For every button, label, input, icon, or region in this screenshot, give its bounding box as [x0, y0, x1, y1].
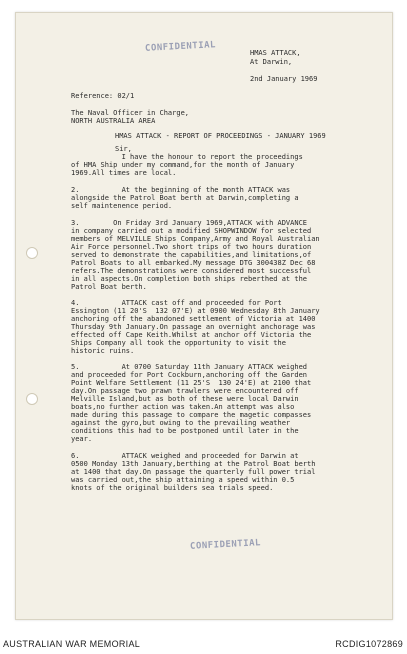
paragraph-line: knots of the original builders sea trials speed. [71, 484, 274, 492]
archive-footer [0, 636, 407, 654]
paragraph-line: was carried out,the ship attaining a speed within 0.5 [71, 476, 295, 484]
salutation: Sir, [115, 145, 132, 153]
paragraph-line: in company carried out a modified SHOPWINDOW for selected [71, 227, 312, 235]
paragraph-line: Thursday 9th January.On passage an overnight anchorage was [71, 323, 316, 331]
paragraph-line: self maintenence period. [71, 202, 173, 210]
paragraph-line: 2. At the beginning of the month ATTACK was [71, 186, 291, 194]
paragraph-line: 1969.All times are local. [71, 169, 177, 177]
paragraph-line: Melville Island,but as both of these were local Darwin [71, 395, 299, 403]
paragraph-line: Air Force personnel.Two short trips of two hours duration [71, 243, 312, 251]
paragraph-line: Essington (11 20'S 132 07'E) at 0900 Wednesday 8th January [71, 307, 320, 315]
punch-hole-top [26, 247, 38, 259]
paragraph-line: year. [71, 435, 93, 443]
paragraph-line: historic ruins. [71, 347, 135, 355]
letter-date: 2nd January 1969 [250, 75, 318, 83]
paragraph-line: Patrol Boat berth. [71, 283, 147, 291]
confidential-stamp-bottom: CONFIDENTIAL [189, 538, 262, 552]
confidential-stamp-top: CONFIDENTIAL [144, 40, 217, 54]
paragraph-line: Patrol Boats to all embarked.My message DTG 300438Z Dec 68 [71, 259, 316, 267]
paragraph-line: day.On passage two prawn trawlers were encountered off [71, 387, 299, 395]
paragraph-line: I have the honour to report the proceedings [71, 153, 303, 161]
paragraph-line: refers.The demonstrations were considered most successful [71, 267, 312, 275]
addressee-line-2: NORTH AUSTRALIA AREA [71, 117, 156, 125]
paragraph-line: effected off Cape Keith.Whilst at anchor off Victoria the [71, 331, 312, 339]
archive-reference: RCDIG1072869 [335, 639, 403, 649]
paragraph-line: Ships Company all took the opportunity to visit the [71, 339, 286, 347]
paragraph-line: conditions this had to be postponed until later in the [71, 427, 299, 435]
paragraph-line: 4. ATTACK cast off and proceeded for Port [71, 299, 282, 307]
report-title: HMAS ATTACK - REPORT OF PROCEEDINGS - JANUARY 1969 [115, 132, 326, 140]
paragraph-line: at 1400 that day.On passage the quarterly full power trial [71, 468, 316, 476]
paragraph-line: made during this passage to compare the magetic compasses [71, 411, 312, 419]
paragraph-line: Point Welfare Settlement (11 25'S 130 24'E) at 2100 that [71, 379, 312, 387]
archive-name: AUSTRALIAN WAR MEMORIAL [3, 639, 141, 649]
paragraph-line: members of MELVILLE Ships Company,Army and Royal Australian [71, 235, 320, 243]
ship-location: At Darwin, [250, 58, 293, 66]
reference-line: Reference: 02/1 [71, 92, 135, 100]
paragraph-line: boats,no further action was taken.An attempt was also [71, 403, 295, 411]
paragraph-line: against the gyro,but owing to the prevailing weather [71, 419, 291, 427]
ship-name: HMAS ATTACK, [250, 49, 301, 57]
paragraph-line: in all aspects.On completion both ships reberthed at the [71, 275, 308, 283]
paragraph-line: alongside the Patrol Boat berth at Darwin,completing a [71, 194, 299, 202]
paragraph-line: anchoring off the abandoned settlement of Victoria at 1400 [71, 315, 316, 323]
paragraph-line: 3. On Friday 3rd January 1969,ATTACK with ADVANCE [71, 219, 308, 227]
paragraph-line: and proceeded for Port Cockburn,anchoring off the Garden [71, 371, 308, 379]
paragraph-line: 5. At 0700 Saturday 11th January ATTACK weighed [71, 363, 308, 371]
paragraph-line: served to demonstrate the capabilities,and limitations,of [71, 251, 312, 259]
addressee-line-1: The Naval Officer in Charge, [71, 109, 190, 117]
paragraph-line: 6. ATTACK weighed and proceeded for Darwin at [71, 452, 299, 460]
paragraph-line: of HMA Ship under my command,for the month of January [71, 161, 295, 169]
paragraph-line: 0500 Monday 13th January,berthing at the Patrol Boat berth [71, 460, 316, 468]
punch-hole-bottom [26, 393, 38, 405]
